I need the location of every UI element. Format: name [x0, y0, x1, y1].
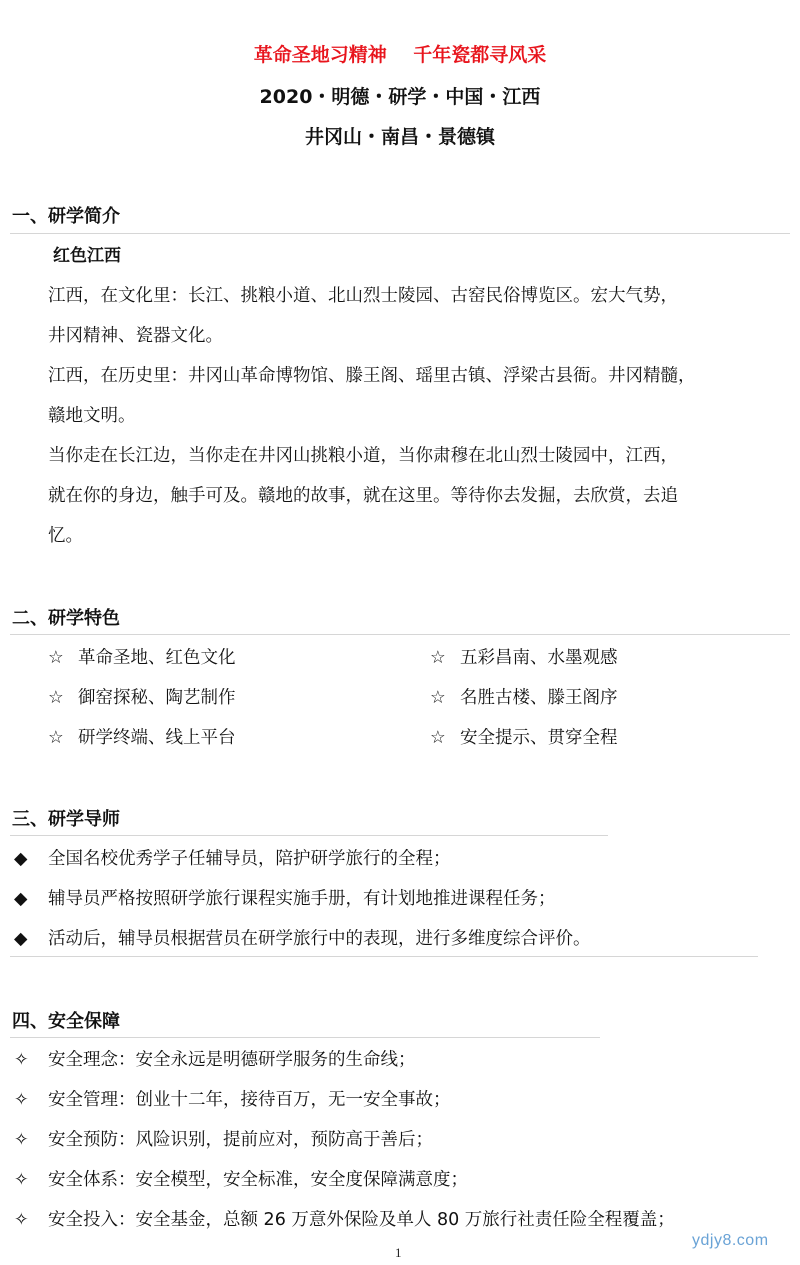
watermark: ydjy8.com — [692, 1232, 769, 1249]
page-number: 1 — [395, 1245, 402, 1260]
mentor-item: ◆ 全国名校优秀学子任辅导员，陪护研学旅行的全程； — [14, 849, 451, 869]
paragraph-line: 赣地文明。 — [48, 406, 136, 426]
sparkle-bullet-icon: ✧ — [14, 1210, 29, 1230]
paragraph-line: 当你走在长江边，当你走在井冈山挑粮小道，当你肃穆在北山烈士陵园中，江西， — [48, 446, 678, 466]
mentor-item: ◆ 活动后，辅导员根据营员在研学旅行中的表现，进行多维度综合评价。 — [14, 929, 591, 949]
feature-item: ☆ 革命圣地、红色文化 — [48, 648, 236, 668]
section-divider — [10, 1037, 600, 1038]
safety-item: ✧ 安全投入：安全基金，总额 26 万意外保险及单人 80 万旅行社责任险全程覆盖； — [14, 1210, 675, 1230]
star-icon: ☆ — [48, 648, 64, 668]
feature-item: ☆ 名胜古楼、滕王阁序 — [430, 688, 618, 708]
star-icon: ☆ — [48, 688, 64, 708]
diamond-bullet-icon: ◆ — [14, 929, 28, 949]
document-subtitle-year: 2020・明德・研学・中国・江西 — [259, 86, 541, 108]
paragraph-line: 就在你的身边，触手可及。赣地的故事，就在这里。等待你去发掘，去欣赏，去追 — [48, 486, 678, 506]
section-divider — [10, 233, 790, 234]
section-heading-safety: 四、安全保障 — [12, 1011, 120, 1032]
paragraph-line: 井冈精神、瓷器文化。 — [48, 326, 223, 346]
star-icon: ☆ — [430, 648, 446, 668]
section-divider — [10, 956, 758, 957]
safety-item: ✧ 安全管理：创业十二年，接待百万，无一安全事故； — [14, 1090, 451, 1110]
document-title: 革命圣地习精神 千年瓷都寻风采 — [253, 44, 547, 66]
section-heading-intro: 一、研学简介 — [12, 206, 120, 227]
intro-paragraph — [48, 276, 696, 556]
diamond-bullet-icon: ◆ — [14, 849, 28, 869]
feature-item: ☆ 五彩昌南、水墨观感 — [430, 648, 618, 668]
sparkle-bullet-icon: ✧ — [14, 1090, 29, 1110]
star-icon: ☆ — [48, 728, 64, 748]
safety-item: ✧ 安全预防：风险识别，提前应对，预防高于善后； — [14, 1130, 433, 1150]
section-divider — [10, 835, 608, 836]
feature-item: ☆ 御窑探秘、陶艺制作 — [48, 688, 236, 708]
star-icon: ☆ — [430, 728, 446, 748]
sparkle-bullet-icon: ✧ — [14, 1130, 29, 1150]
paragraph-line: 忆。 — [48, 526, 83, 546]
star-icon: ☆ — [430, 688, 446, 708]
safety-item: ✧ 安全理念：安全永远是明德研学服务的生命线； — [14, 1050, 416, 1070]
section-heading-mentors: 三、研学导师 — [12, 809, 120, 830]
paragraph-line: 江西，在文化里：长江、挑粮小道、北山烈士陵园、古窑民俗博览区。宏大气势， — [48, 286, 678, 306]
section-divider — [10, 634, 790, 635]
document-subtitle-places: 井冈山・南昌・景德镇 — [304, 126, 495, 148]
feature-item: ☆ 安全提示、贯穿全程 — [430, 728, 618, 748]
section-subheading: 红色江西 — [53, 246, 121, 266]
sparkle-bullet-icon: ✧ — [14, 1170, 29, 1190]
paragraph-line: 江西，在历史里：井冈山革命博物馆、滕王阁、瑶里古镇、浮梁古县衙。井冈精髓， — [48, 366, 696, 386]
section-heading-features: 二、研学特色 — [12, 608, 120, 629]
mentor-item: ◆ 辅导员严格按照研学旅行课程实施手册，有计划地推进课程任务； — [14, 889, 556, 909]
diamond-bullet-icon: ◆ — [14, 889, 28, 909]
sparkle-bullet-icon: ✧ — [14, 1050, 29, 1070]
safety-item: ✧ 安全体系：安全模型，安全标准，安全度保障满意度； — [14, 1170, 468, 1190]
feature-item: ☆ 研学终端、线上平台 — [48, 728, 236, 748]
